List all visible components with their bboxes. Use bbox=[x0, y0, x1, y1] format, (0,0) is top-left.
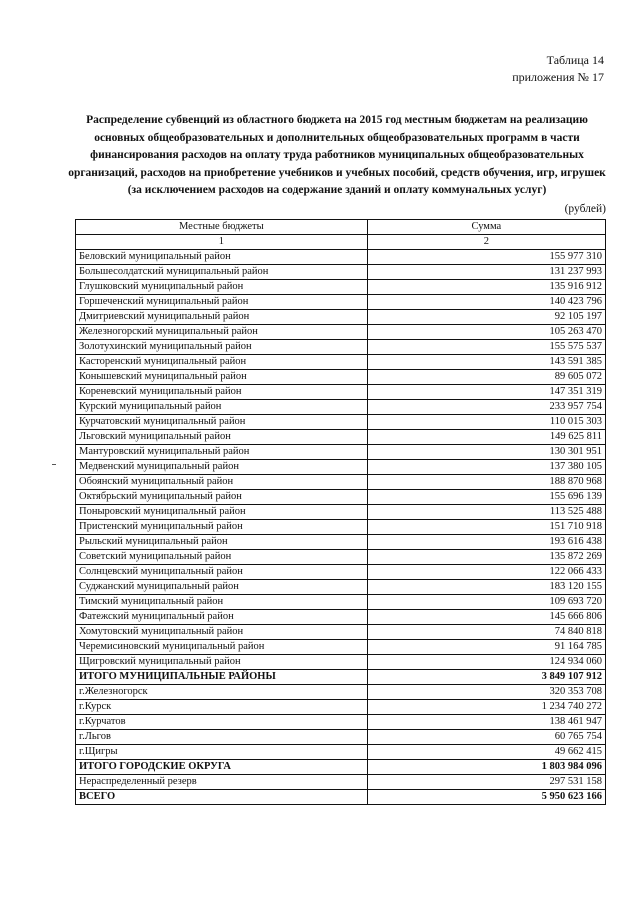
table-row bbox=[76, 310, 606, 325]
budget-amount: 131 237 993 bbox=[367, 265, 605, 280]
table-row bbox=[76, 640, 606, 655]
budget-amount: 193 616 438 bbox=[367, 535, 605, 550]
budget-name: Черемисиновский муниципальный район bbox=[76, 640, 368, 655]
budget-amount: 149 625 811 bbox=[367, 430, 605, 445]
table-row bbox=[76, 280, 606, 295]
budget-name: Фатежский муниципальный район bbox=[76, 610, 368, 625]
table-row bbox=[76, 505, 606, 520]
table-row bbox=[76, 445, 606, 460]
budget-name: Беловский муниципальный район bbox=[76, 250, 368, 265]
budget-amount: 233 957 754 bbox=[367, 400, 605, 415]
budget-name: Золотухинский муниципальный район bbox=[76, 340, 368, 355]
budget-name: Пристенский муниципальный район bbox=[76, 520, 368, 535]
table-row bbox=[76, 460, 606, 475]
budget-name: Советский муниципальный район bbox=[76, 550, 368, 565]
budget-amount: 1 803 984 096 bbox=[367, 760, 605, 775]
budget-name: Нераспределенный резерв bbox=[76, 775, 368, 790]
budget-name: ИТОГО ГОРОДСКИЕ ОКРУГА bbox=[76, 760, 368, 775]
table-row bbox=[76, 520, 606, 535]
budget-table bbox=[75, 219, 606, 805]
table-body bbox=[76, 250, 606, 805]
budget-name: Кореневский муниципальный район bbox=[76, 385, 368, 400]
budget-amount: 138 461 947 bbox=[367, 715, 605, 730]
table-row bbox=[76, 355, 606, 370]
budget-name: г.Железногорск bbox=[76, 685, 368, 700]
budget-amount: 74 840 818 bbox=[367, 625, 605, 640]
table-row bbox=[76, 775, 606, 790]
budget-amount: 5 950 623 166 bbox=[367, 790, 605, 805]
appendix-reference bbox=[512, 52, 604, 86]
table-row bbox=[76, 715, 606, 730]
table-row bbox=[76, 745, 606, 760]
budget-name: Суджанский муниципальный район bbox=[76, 580, 368, 595]
budget-amount: 1 234 740 272 bbox=[367, 700, 605, 715]
budget-amount: 122 066 433 bbox=[367, 565, 605, 580]
budget-name: Хомутовский муниципальный район bbox=[76, 625, 368, 640]
table-row bbox=[76, 400, 606, 415]
budget-name: Тимский муниципальный район bbox=[76, 595, 368, 610]
table-row bbox=[76, 415, 606, 430]
budget-name: Глушковский муниципальный район bbox=[76, 280, 368, 295]
budget-amount: 105 263 470 bbox=[367, 325, 605, 340]
budget-name: Дмитриевский муниципальный район bbox=[76, 310, 368, 325]
units-label: (рублей) bbox=[564, 203, 606, 215]
budget-amount: 188 870 968 bbox=[367, 475, 605, 490]
budget-amount: 297 531 158 bbox=[367, 775, 605, 790]
table-row bbox=[76, 550, 606, 565]
table-row bbox=[76, 370, 606, 385]
table-row bbox=[76, 565, 606, 580]
budget-amount: 109 693 720 bbox=[367, 595, 605, 610]
budget-amount: 183 120 155 bbox=[367, 580, 605, 595]
column-header-budgets: Местные бюджеты bbox=[76, 220, 368, 235]
column-number-2: 2 bbox=[367, 235, 605, 250]
budget-amount: 151 710 918 bbox=[367, 520, 605, 535]
budget-name: Горшеченский муниципальный район bbox=[76, 295, 368, 310]
budget-name: Льговский муниципальный район bbox=[76, 430, 368, 445]
scan-mark bbox=[52, 464, 56, 465]
budget-name: Курский муниципальный район bbox=[76, 400, 368, 415]
table-row bbox=[76, 625, 606, 640]
table-row bbox=[76, 250, 606, 265]
table-row bbox=[76, 325, 606, 340]
budget-amount: 60 765 754 bbox=[367, 730, 605, 745]
table-row bbox=[76, 535, 606, 550]
budget-name: Обоянский муниципальный район bbox=[76, 475, 368, 490]
table-row bbox=[76, 430, 606, 445]
budget-name: Щигровский муниципальный район bbox=[76, 655, 368, 670]
table-row bbox=[76, 610, 606, 625]
budget-amount: 155 977 310 bbox=[367, 250, 605, 265]
table-row bbox=[76, 655, 606, 670]
column-number-row bbox=[76, 235, 606, 250]
budget-amount: 155 575 537 bbox=[367, 340, 605, 355]
budget-amount: 89 605 072 bbox=[367, 370, 605, 385]
budget-name: ИТОГО МУНИЦИПАЛЬНЫЕ РАЙОНЫ bbox=[76, 670, 368, 685]
budget-amount: 140 423 796 bbox=[367, 295, 605, 310]
budget-amount: 130 301 951 bbox=[367, 445, 605, 460]
total-row bbox=[76, 760, 606, 775]
budget-name: Медвенский муниципальный район bbox=[76, 460, 368, 475]
table-row bbox=[76, 580, 606, 595]
budget-name: Рыльский муниципальный район bbox=[76, 535, 368, 550]
budget-name: Мантуровский муниципальный район bbox=[76, 445, 368, 460]
budget-amount: 320 353 708 bbox=[367, 685, 605, 700]
total-row bbox=[76, 790, 606, 805]
budget-amount: 147 351 319 bbox=[367, 385, 605, 400]
budget-amount: 91 164 785 bbox=[367, 640, 605, 655]
budget-name: г.Курчатов bbox=[76, 715, 368, 730]
budget-amount: 135 872 269 bbox=[367, 550, 605, 565]
budget-name: Конышевский муниципальный район bbox=[76, 370, 368, 385]
budget-amount: 155 696 139 bbox=[367, 490, 605, 505]
budget-amount: 3 849 107 912 bbox=[367, 670, 605, 685]
table-number: Таблица 14 bbox=[546, 53, 604, 67]
budget-name: г.Щигры bbox=[76, 745, 368, 760]
budget-name: Солнцевский муниципальный район bbox=[76, 565, 368, 580]
table-row bbox=[76, 475, 606, 490]
table-row bbox=[76, 730, 606, 745]
header-row bbox=[76, 220, 606, 235]
appendix-number: приложения № 17 bbox=[512, 70, 604, 84]
budget-name: Большесолдатский муниципальный район bbox=[76, 265, 368, 280]
table-row bbox=[76, 700, 606, 715]
budget-amount: 113 525 488 bbox=[367, 505, 605, 520]
budget-name: г.Льгов bbox=[76, 730, 368, 745]
budget-name: Поныровский муниципальный район bbox=[76, 505, 368, 520]
budget-amount: 143 591 385 bbox=[367, 355, 605, 370]
table-row bbox=[76, 595, 606, 610]
table-row bbox=[76, 295, 606, 310]
table-row bbox=[76, 685, 606, 700]
budget-name: ВСЕГО bbox=[76, 790, 368, 805]
budget-amount: 110 015 303 bbox=[367, 415, 605, 430]
budget-name: Курчатовский муниципальный район bbox=[76, 415, 368, 430]
table-row bbox=[76, 265, 606, 280]
budget-name: Октябрьский муниципальный район bbox=[76, 490, 368, 505]
budget-name: Касторенский муниципальный район bbox=[76, 355, 368, 370]
column-header-sum: Сумма bbox=[367, 220, 605, 235]
total-row bbox=[76, 670, 606, 685]
budget-amount: 137 380 105 bbox=[367, 460, 605, 475]
budget-amount: 92 105 197 bbox=[367, 310, 605, 325]
budget-name: Железногорский муниципальный район bbox=[76, 325, 368, 340]
document-title: Распределение субвенций из областного бюджета на 2015 год местным бюджетам на реализацию основных общеобразовательных и дополнительных общеобразовательных программ в части финансирования расходов на оплату труда работников муниципальных общеобразовательных организаций, расходов на приобретение учебников и учебных пособий, средств обучения, игр, игрушек (за исключением расходов на содержание зданий и оплату коммунальных услуг) bbox=[68, 114, 606, 196]
budget-amount: 49 662 415 bbox=[367, 745, 605, 760]
budget-amount: 124 934 060 bbox=[367, 655, 605, 670]
table-row bbox=[76, 385, 606, 400]
table-row bbox=[76, 490, 606, 505]
column-number-1: 1 bbox=[76, 235, 368, 250]
table-row bbox=[76, 340, 606, 355]
budget-name: г.Курск bbox=[76, 700, 368, 715]
budget-amount: 135 916 912 bbox=[367, 280, 605, 295]
budget-amount: 145 666 806 bbox=[367, 610, 605, 625]
